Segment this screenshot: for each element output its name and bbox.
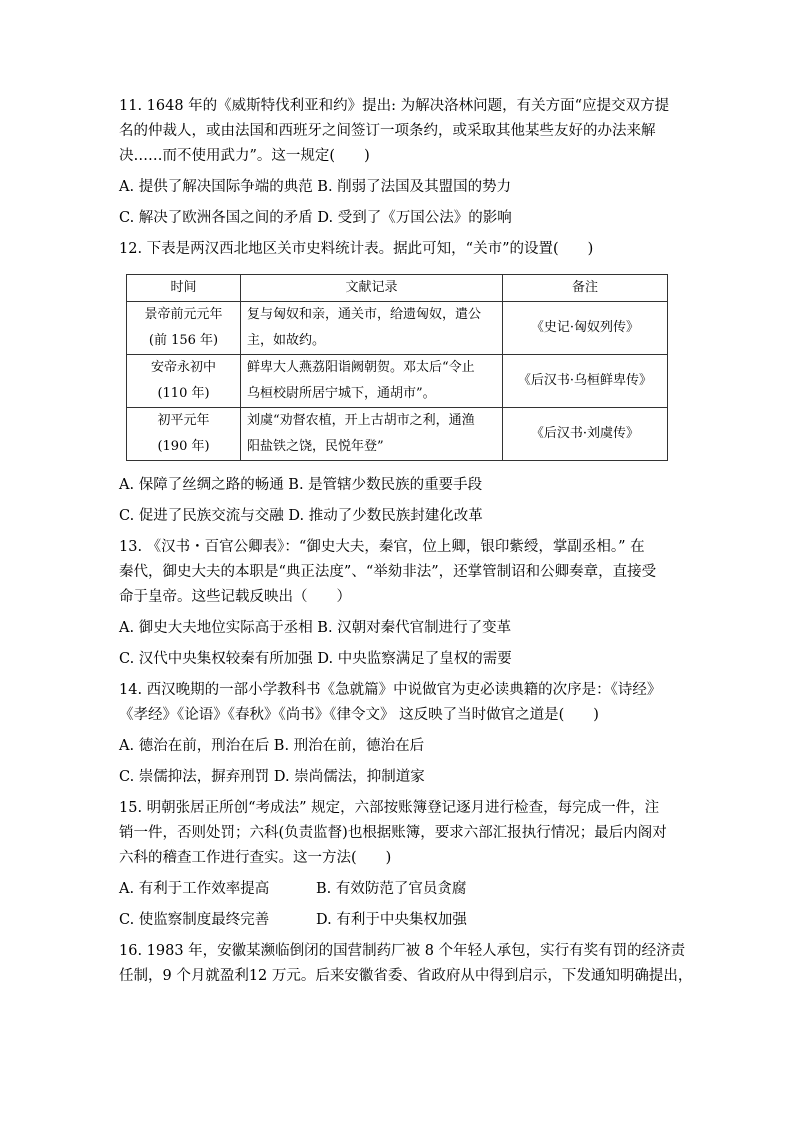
time-text: (前 156 年) (148, 333, 219, 348)
question-text: 12. 下表是两汉西北地区关市史料统计表。据此可知，“关市”的设置( ) (119, 241, 594, 257)
question-text: 决……而不使用武力”。这一规定( ) (119, 148, 370, 164)
record-cell (241, 302, 503, 355)
question-text: 13. 《汉书・百官公卿表》：“御史大夫，秦官，位上卿，银印紫绶，掌副丞相。” 在 (119, 539, 645, 555)
question-13 (119, 535, 677, 672)
history-source-table (126, 274, 668, 461)
question-15 (119, 796, 677, 933)
option-line: A. 保障了丝绸之路的畅通 B. 是管辖少数民族的重要手段 (119, 477, 483, 493)
option-line: C. 促进了民族交流与交融 D. 推动了少数民族封建化改革 (119, 508, 483, 524)
time-cell (127, 355, 241, 408)
column-header: 备注 (503, 275, 668, 302)
note-cell: 《后汉书·乌桓鲜卑传》 (503, 355, 668, 408)
record-cell (241, 408, 503, 461)
option-line: C. 崇儒抑法，摒弃刑罚 D. 崇尚儒法，抑制道家 (119, 769, 425, 785)
question-14 (119, 678, 677, 790)
question-text: 销一件，否则处罚；六科(负责监督)也根据账簿，要求六部汇报执行情况；最后内阁对 (119, 825, 667, 841)
option-line: C. 汉代中央集权较秦有所加强 D. 中央监察满足了皇权的需要 (119, 651, 512, 667)
table-row (127, 408, 668, 461)
question-16 (119, 939, 693, 989)
table-header-row (127, 275, 668, 302)
option-line: A. 德治在前，刑治在后 B. 刑治在前，德治在后 (119, 738, 425, 754)
time-text: (110 年) (157, 386, 210, 401)
option-line: A. 提供了解决国际争端的典范 B. 削弱了法国及其盟国的势力 (119, 179, 512, 195)
option-b: B. 有效防范了官员贪腐 (316, 881, 467, 897)
question-text: 六科的稽查工作进行查实。这一方法( ) (119, 850, 392, 866)
record-cell (241, 355, 503, 408)
question-12 (119, 237, 677, 529)
question-text: 15. 明朝张居正所创“考成法” 规定，六部按账簿登记逐月进行检查，每完成一件，注 (119, 800, 660, 816)
time-text: 安帝永初中 (150, 360, 216, 375)
question-11 (119, 94, 677, 231)
option-line: C. 解决了欧洲各国之间的矛盾 D. 受到了《万国公法》的影响 (119, 210, 512, 226)
question-text: 16. 1983 年，安徽某濒临倒闭的国营制药厂被 8 个年轻人承包，实行有奖有罚的经济责 (119, 943, 686, 959)
exam-page (119, 94, 693, 995)
table-row (127, 355, 668, 408)
question-text: 任制，9 个月就盈利12 万元。后来安徽省委、省政府从中得到启示，下发通知明确提出， (119, 968, 693, 984)
column-header: 文献记录 (241, 275, 503, 302)
note-cell: 《史记·匈奴列传》 (503, 302, 668, 355)
question-text: 14. 西汉晚期的一部小学教科书《急就篇》中说做官为吏必读典籍的次序是：《诗经》 (119, 682, 662, 698)
record-text: 乌桓校尉所居宁城下，通胡市”。 (247, 386, 436, 401)
option-row (119, 877, 677, 902)
option-a: A. 有利于工作效率提高 (119, 881, 270, 897)
record-text: 主，如故约。 (247, 333, 326, 348)
column-header: 时间 (127, 275, 241, 302)
option-c: C. 使监察制度最终完善 (119, 912, 270, 928)
question-text: 名的仲裁人，或由法国和西班牙之间签订一项条约，或采取其他某些友好的办法来解 (119, 123, 656, 139)
question-text: 《孝经》《论语》《春秋》《尚书》《律令文》 这反映了当时做官之道是( ) (119, 707, 599, 723)
option-row (119, 908, 677, 933)
question-text: 秦代，御史大夫的本职是“典正法度”、“举劾非法”，还掌管制诏和公卿奏章，直接受 (119, 564, 657, 580)
record-text: 阳盐铁之饶，民悦年登” (247, 439, 384, 454)
option-d: D. 有利于中央集权加强 (316, 912, 467, 928)
time-text: 景帝前元元年 (144, 307, 223, 322)
record-text: 复与匈奴和亲，通关市，给遗匈奴，遣公 (247, 307, 482, 322)
record-text: 刘虞“劝督农植，开上古胡市之利，通渔 (247, 413, 475, 428)
note-cell: 《后汉书·刘虞传》 (503, 408, 668, 461)
time-text: (190 年) (157, 439, 210, 454)
question-text: 命于皇帝。这些记载反映出（ ） (119, 589, 351, 605)
option-line: A. 御史大夫地位实际高于丞相 B. 汉朝对秦代官制进行了变革 (119, 620, 512, 636)
question-text: 11. 1648 年的《威斯特伐利亚和约》提出: 为解决洛林问题，有关方面“应提交双方提 (119, 98, 670, 114)
time-cell (127, 408, 241, 461)
time-text: 初平元年 (157, 413, 210, 428)
record-text: 鲜卑大人燕荔阳诣阙朝贺。邓太后“令止 (247, 360, 475, 375)
table-row (127, 302, 668, 355)
time-cell (127, 302, 241, 355)
